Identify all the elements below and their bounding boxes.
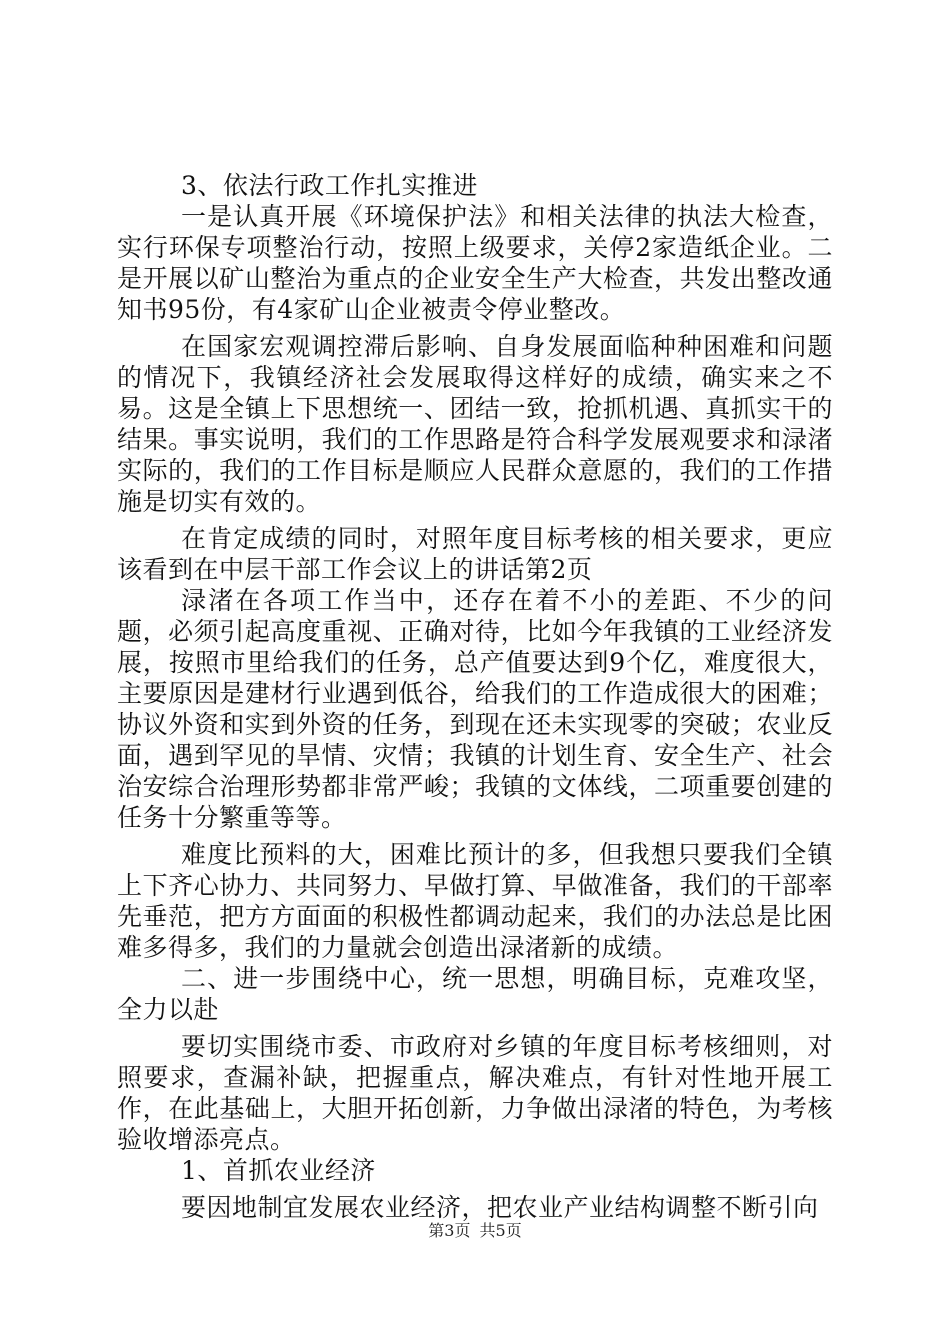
paragraph: 要因地制宜发展农业经济，把农业产业结构调整不断引向 [181, 1193, 819, 1222]
document-body [117, 170, 833, 1223]
paragraph: 渌渚在各项工作当中，还存在着不小的差距、不少的问题，必须引起高度重视、正确对待，比如今年我镇的工业经济发展，按照市里给我们的任务，总产值要达到9个亿，难度很大，主要原因是建材行业遇到低谷，给我们的工作造成很大的困难；协议外资和实到外资的任务，到现在还未实现零的突破；农业反面，遇到罕见的旱情、灾情；我镇的计划生育、安全生产、社会治安综合治理形势都非常严峻；我镇的文体线，二项重要创建的任务十分繁重等等。 [117, 586, 833, 832]
paragraph: 一是认真开展《环境保护法》和相关法律的执法大检查，实行环保专项整治行动，按照上级要求，关停2家造纸企业。二是开展以矿山整治为重点的企业安全生产大检查，共发出整改通知书95份，有4家矿山企业被责令停业整改。 [117, 202, 833, 324]
paragraph: 要切实围绕市委、市政府对乡镇的年度目标考核细则，对照要求，查漏补缺，把握重点，解决难点，有针对性地开展工作，在此基础上，大胆开拓创新，力争做出渌渚的特色，为考核验收增添亮点。 [117, 1032, 833, 1154]
page-footer [0, 1218, 950, 1241]
page-total: 共5页 [479, 1221, 522, 1240]
page-number: 第3页 [428, 1221, 471, 1240]
subsection-heading-1: 1、首抓农业经济 [181, 1156, 376, 1185]
section-heading-3: 3、依法行政工作扎实推进 [181, 171, 478, 200]
section-heading-2: 二、进一步围绕中心，统一思想，明确目标，克难攻坚，全力以赴 [117, 964, 833, 1024]
paragraph: 难度比预料的大，困难比预计的多，但我想只要我们全镇上下齐心协力、共同努力、早做打算、早做准备，我们的干部率先垂范，把方方面面的积极性都调动起来，我们的办法总是比困难多得多，我们的力量就会创造出渌渚新的成绩。 [117, 840, 833, 962]
paragraph: 在肯定成绩的同时，对照年度目标考核的相关要求，更应该看到在中层干部工作会议上的讲话第2页 [117, 524, 833, 584]
paragraph: 在国家宏观调控滞后影响、自身发展面临种种困难和问题的情况下，我镇经济社会发展取得这样好的成绩，确实来之不易。这是全镇上下思想统一、团结一致，抢抓机遇、真抓实干的结果。事实说明，我们的工作思路是符合科学发展观要求和渌渚实际的，我们的工作目标是顺应人民群众意愿的，我们的工作措施是切实有效的。 [117, 332, 833, 516]
